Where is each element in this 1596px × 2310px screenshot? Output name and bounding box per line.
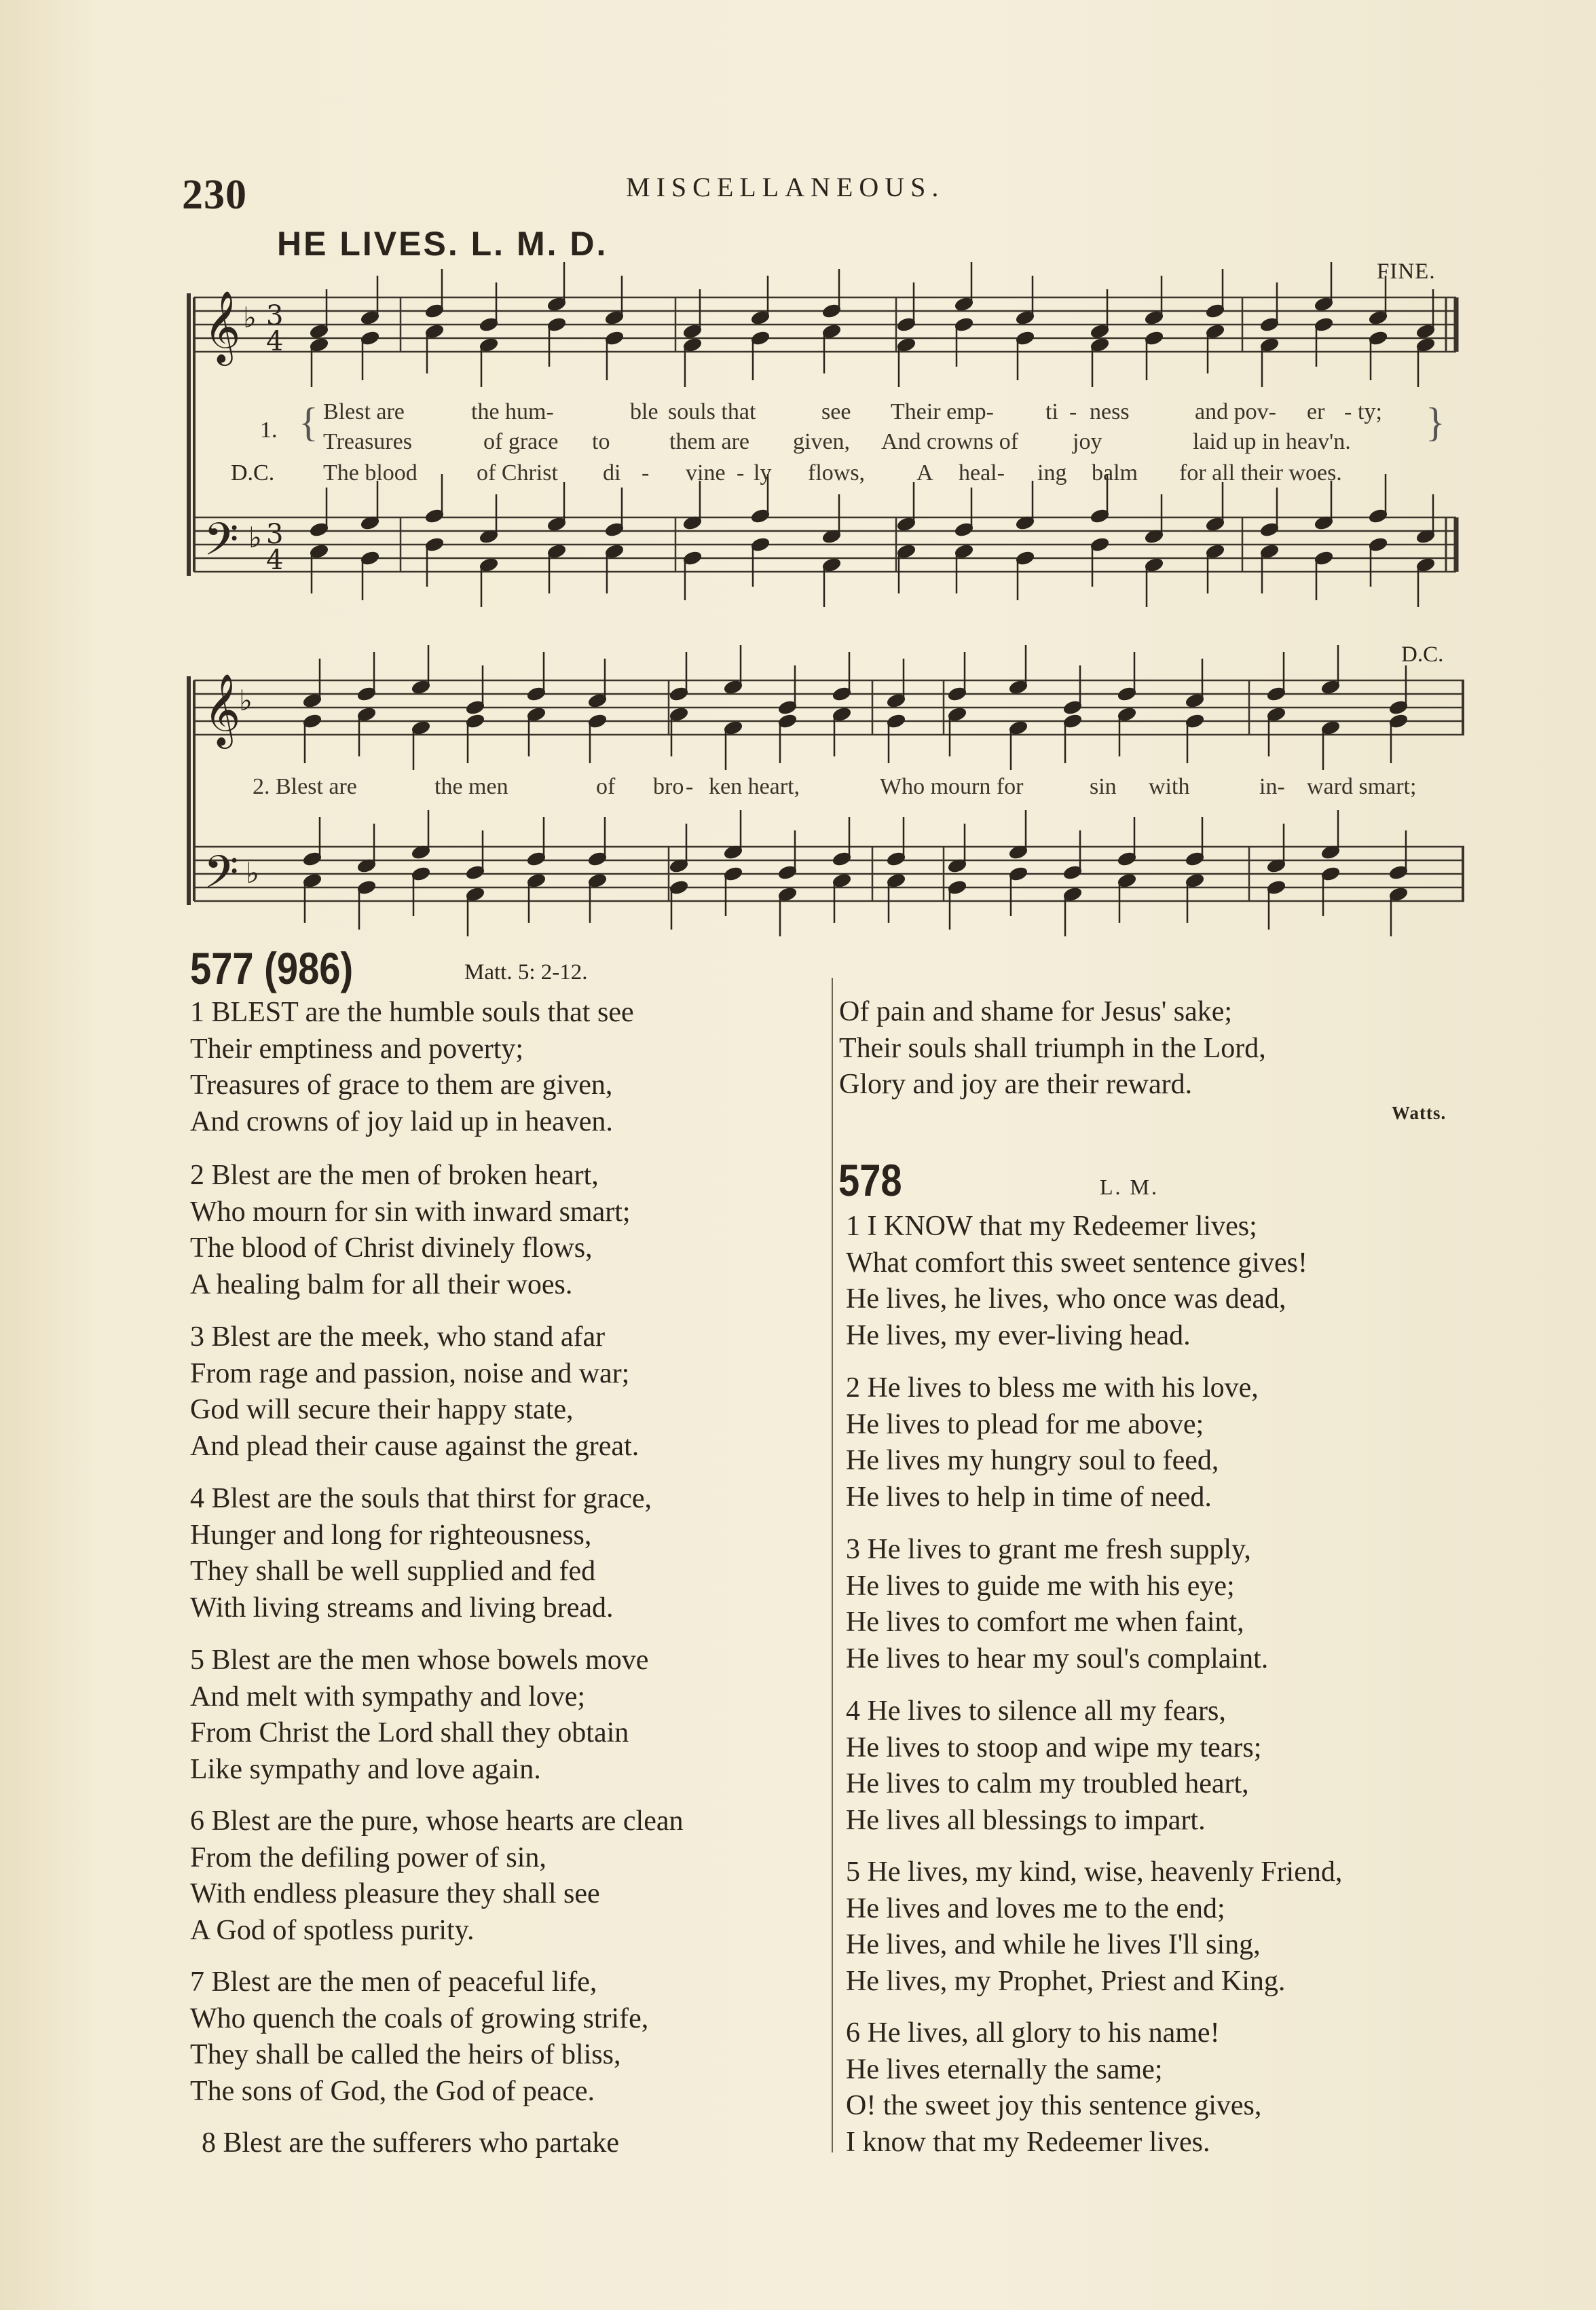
verse-line: He lives and loves me to the end;: [846, 1892, 1225, 1924]
verse-line: 3 Blest are the meek, who stand afar: [190, 1321, 606, 1353]
hymn-577-stanza: [190, 1803, 684, 1949]
verse-line: He lives all blessings to impart.: [846, 1804, 1206, 1836]
lyric-syllable: er: [1307, 399, 1325, 424]
verse-line: 5 He lives, my kind, wise, heavenly Friend,: [846, 1856, 1343, 1888]
lyric-syllable: laid up in heav'n.: [1193, 429, 1351, 454]
lyric-syllable: ly: [754, 460, 772, 485]
lyric-syllable: of grace: [483, 429, 559, 454]
verse-line: Their emptiness and poverty;: [190, 1033, 524, 1065]
verse-line: With living streams and living bread.: [190, 1592, 614, 1624]
lyric-syllable: Who mourn for: [880, 774, 1024, 799]
lyric-syllable: with: [1149, 774, 1190, 799]
lyric-syllable: heal-: [959, 460, 1005, 485]
lyric-syllable: 2. Blest are: [253, 774, 357, 799]
verse-line: Like sympathy and love again.: [190, 1753, 541, 1785]
lyric-syllable: the hum-: [471, 399, 554, 424]
verse-marker: 1.: [260, 418, 278, 443]
lyric-syllable: -: [1069, 399, 1077, 424]
verse-line: He lives to guide me with his eye;: [846, 1570, 1235, 1602]
verse-line: 2 Blest are the men of broken heart,: [190, 1160, 599, 1191]
lyric-syllable: ing: [1037, 460, 1067, 485]
hymn-577-number: 577 (986): [190, 943, 354, 993]
lyric-syllable: And crowns of: [881, 429, 1019, 454]
verse-line: 1 I KNOW that my Redeemer lives;: [846, 1211, 1257, 1242]
verse-line: A God of spotless purity.: [190, 1914, 475, 1946]
hymn-577-stanza: [190, 1643, 648, 1788]
hymn-577-stanza: [202, 2125, 619, 2162]
lyric-syllable: of Christ: [477, 460, 558, 485]
lyric-syllable: Blest are: [323, 399, 405, 424]
hymn-578-stanza: [846, 1370, 1259, 1516]
lyric-syllable: ty;: [1358, 399, 1382, 424]
lyric-syllable: ken heart,: [709, 774, 800, 799]
lyric-syllable: di: [603, 460, 621, 485]
lyric-syllable: of: [596, 774, 616, 799]
lyric-syllable: and pov-: [1195, 399, 1276, 424]
verse-line: Hunger and long for righteousness,: [190, 1519, 592, 1551]
treble-clef: 𝄞: [204, 673, 241, 746]
bass-clef: 𝄢: [204, 846, 239, 909]
verse-line: What comfort this sweet sentence gives!: [846, 1247, 1307, 1279]
verse-line: Of pain and shame for Jesus' sake;: [839, 996, 1233, 1027]
verse-line: And melt with sympathy and love;: [190, 1681, 586, 1712]
lyric-syllable: ward smart;: [1307, 774, 1417, 799]
hymn-578-stanza: [846, 1854, 1342, 2000]
verse-line: O! the sweet joy this sentence gives,: [846, 2090, 1262, 2121]
hymn-577-stanza: [190, 995, 634, 1140]
verse-line: He lives eternally the same;: [846, 2053, 1163, 2085]
lyric-syllable: bro: [653, 774, 684, 799]
verse-line: 5 Blest are the men whose bowels move: [190, 1645, 649, 1676]
lyric-syllable: The blood: [323, 460, 417, 485]
verse-line: From the defiling power of sin,: [190, 1841, 546, 1873]
verse-line: The blood of Christ divinely flows,: [190, 1232, 593, 1264]
flat-sign: ♭: [243, 301, 257, 334]
verse-line: 4 Blest are the souls that thirst for grace,: [190, 1483, 652, 1514]
lyric-syllable: them are: [669, 429, 749, 454]
hymn-577-stanza: [190, 1158, 631, 1303]
lyric-syllable: souls that: [668, 399, 756, 424]
verse-line: He lives, and while he lives I'll sing,: [846, 1929, 1261, 1960]
verse-line: He lives to plead for me above;: [846, 1408, 1204, 1440]
brace-close: }: [1426, 400, 1445, 445]
verse-line: He lives to comfort me when faint,: [846, 1607, 1244, 1638]
hymn-577-stanza: [190, 1481, 652, 1626]
time-signature: 4: [266, 545, 284, 576]
verse-line: He lives, my Prophet, Priest and King.: [846, 1965, 1286, 1997]
lyric-syllable: sin: [1090, 774, 1117, 799]
verse-line: 2 He lives to bless me with his love,: [846, 1372, 1259, 1404]
lyric-syllable: to: [592, 429, 610, 454]
lyric-syllable: ness: [1090, 399, 1130, 424]
hymn-577-continuation: [839, 994, 1266, 1103]
lyric-syllable: Treasures: [323, 429, 412, 454]
verse-line: They shall be well supplied and fed: [190, 1556, 596, 1587]
hymn-578-stanza: [846, 1532, 1268, 1677]
brace-open: {: [299, 400, 318, 445]
verse-line: He lives, my ever-living head.: [846, 1319, 1191, 1351]
verse-line: He lives to calm my troubled heart,: [846, 1768, 1249, 1799]
verse-line: Glory and joy are their reward.: [839, 1069, 1193, 1100]
verse-line: A healing balm for all their woes.: [190, 1268, 573, 1300]
time-signature: 3: [266, 519, 284, 550]
column-divider: [832, 978, 833, 2152]
verse-line: From rage and passion, noise and war;: [190, 1357, 630, 1389]
lyric-syllable: see: [821, 399, 851, 424]
hymn-577-stanza: [190, 1964, 648, 2110]
page-number: 230: [182, 172, 247, 218]
verse-line: I know that my Redeemer lives.: [846, 2126, 1210, 2158]
lyric-syllable: given,: [793, 429, 851, 454]
verse-line: 8 Blest are the sufferers who partake: [202, 2127, 619, 2159]
verse-line: He lives to hear my soul's complaint.: [846, 1643, 1269, 1674]
hymn-578-meter: L. M.: [1100, 1175, 1159, 1199]
verse-line: 7 Blest are the men of peaceful life,: [190, 1966, 597, 1998]
verse-line: 4 He lives to silence all my fears,: [846, 1695, 1226, 1727]
verse-line: 6 Blest are the pure, whose hearts are clean: [190, 1805, 684, 1837]
lyric-syllable: Their emp-: [891, 399, 994, 424]
verse-line: From Christ the Lord shall they obtain: [190, 1717, 629, 1748]
lyric-syllable: flows,: [808, 460, 866, 485]
attribution: Watts.: [1392, 1103, 1447, 1123]
tune-title: HE LIVES. L. M. D.: [277, 225, 608, 263]
lyric-syllable: vine: [686, 460, 726, 485]
verse-line: Their souls shall triumph in the Lord,: [839, 1032, 1266, 1064]
lyric-syllable: -: [642, 460, 650, 485]
flat-sign: ♭: [248, 521, 262, 554]
verse-line: And plead their cause against the great.: [190, 1430, 639, 1462]
lyric-syllable: for all their woes.: [1179, 460, 1342, 485]
verse-line: He lives to stoop and wipe my tears;: [846, 1731, 1262, 1763]
verse-line: God will secure their happy state,: [190, 1394, 574, 1425]
fine-label: FINE.: [1377, 259, 1436, 284]
lyric-syllable: ble: [630, 399, 658, 424]
running-head: MISCELLANEOUS.: [626, 172, 945, 202]
verse-line: Treasures of grace to them are given,: [190, 1069, 613, 1101]
verse-line: And crowns of joy laid up in heaven.: [190, 1105, 613, 1137]
dc-marker: D.C.: [231, 460, 275, 485]
lyric-syllable: -: [1344, 399, 1352, 424]
lyric-syllable: -: [737, 460, 745, 485]
time-signature: 3: [266, 300, 284, 331]
verse-line: He lives my hungry soul to feed,: [846, 1445, 1219, 1476]
hymn-578-stanza: [846, 1209, 1307, 1354]
dc-label: D.C.: [1401, 642, 1444, 667]
verse-line: 3 He lives to grant me fresh supply,: [846, 1534, 1251, 1565]
verse-line: 1 BLEST are the humble souls that see: [190, 997, 634, 1028]
lyric-syllable: joy: [1073, 429, 1102, 454]
lyric-syllable: balm: [1092, 460, 1138, 485]
verse-line: With endless pleasure they shall see: [190, 1878, 600, 1909]
verse-line: 6 He lives, all glory to his name!: [846, 2017, 1220, 2049]
lyric-syllable: the men: [434, 774, 508, 799]
verse-line: He lives to help in time of need.: [846, 1481, 1212, 1513]
treble-clef: 𝄞: [204, 290, 241, 363]
hymn-578-stanza: [846, 1693, 1261, 1839]
hymn-577-reference: Matt. 5: 2-12.: [464, 960, 588, 985]
verse-line: Who quench the coals of growing strife,: [190, 2002, 649, 2034]
lyric-syllable: -: [686, 774, 694, 799]
flat-sign: ♭: [239, 684, 253, 717]
bass-clef: 𝄢: [204, 513, 239, 576]
time-signature: 4: [266, 326, 284, 357]
lyric-syllable: ti: [1045, 399, 1058, 424]
hymn-577-stanza: [190, 1319, 639, 1465]
lyric-syllable: A: [916, 460, 933, 485]
hymn-578-number: 578: [838, 1155, 902, 1205]
verse-line: Who mourn for sin with inward smart;: [190, 1196, 631, 1228]
verse-line: He lives, he lives, who once was dead,: [846, 1283, 1286, 1315]
verse-line: They shall be called the heirs of bliss,: [190, 2039, 621, 2070]
lyric-syllable: in-: [1259, 774, 1285, 799]
flat-sign: ♭: [246, 856, 259, 890]
hymn-578-stanza: [846, 2015, 1261, 2161]
verse-line: The sons of God, the God of peace.: [190, 2075, 595, 2107]
